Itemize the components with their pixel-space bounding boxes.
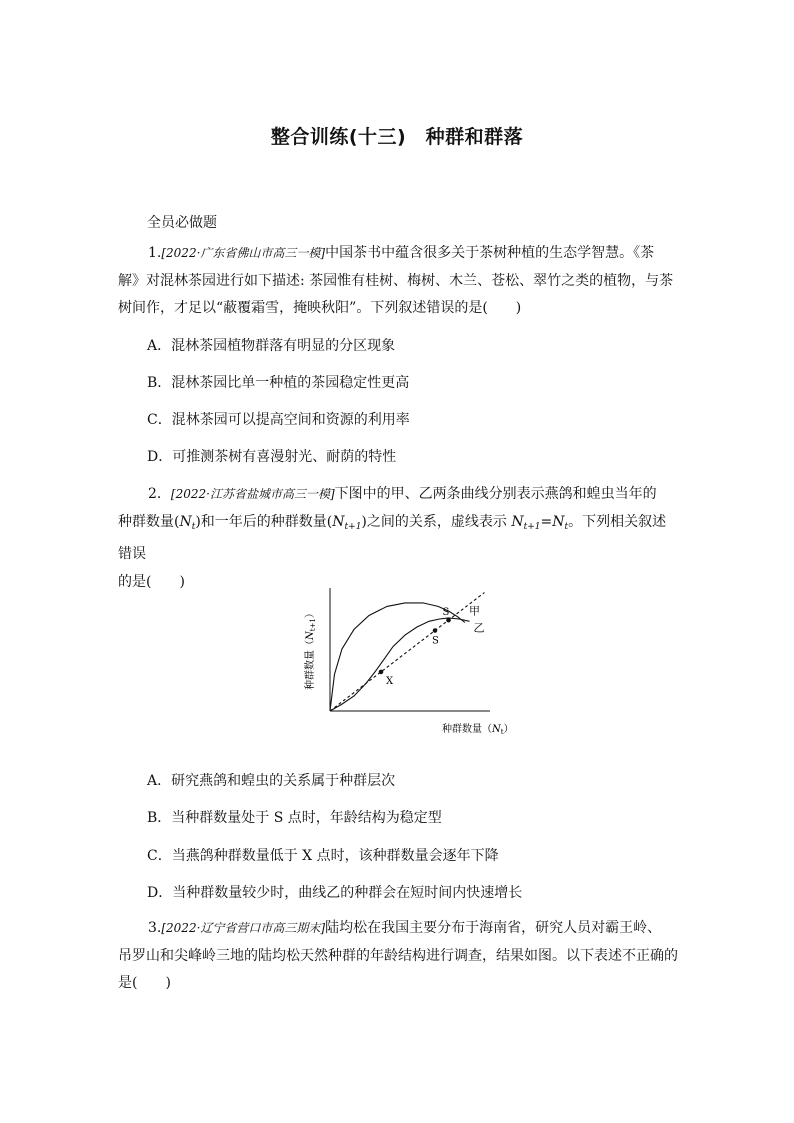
q1-line-1 xyxy=(118,240,680,268)
population-chart xyxy=(290,580,530,745)
q1-line-1-text: 中国茶书中蕴含很多关于茶树种植的生态学智慧。《茶 xyxy=(325,245,655,261)
question-3 xyxy=(118,915,680,998)
q3-source: [2022·辽宁省营口市高三期末] xyxy=(161,921,326,935)
point-1 xyxy=(433,628,438,633)
q2-line-1 xyxy=(118,481,680,509)
q2-line-1-text: 下图中的甲、乙两条曲线分别表示燕鸽和蝗虫当年的 xyxy=(334,486,657,502)
q3-line-3: 是( ) xyxy=(118,975,171,991)
q3-number: 3. xyxy=(148,920,162,936)
point-0 xyxy=(379,670,384,675)
y-axis-label: 种群数量$(N_{t+1})$ xyxy=(305,608,317,690)
question-1 xyxy=(118,240,680,323)
section-heading: 全员必做题 xyxy=(147,215,217,231)
x-axis-label: 种群数量$(N_t)$ xyxy=(442,724,514,736)
q2-var-4: N xyxy=(552,513,565,530)
q2-source: [2022·江苏省盐城市高三一模] xyxy=(170,487,335,501)
series-label-0: 甲 xyxy=(469,604,480,618)
q1-option-d: D．可推测茶树有喜漫射光、耐荫的特性 xyxy=(147,449,397,465)
q2-option-c: C．当燕鸽种群数量低于 X 点时，该种群数量会逐年下降 xyxy=(147,848,499,864)
q2-sub-1: t xyxy=(191,521,196,532)
series-line-2 xyxy=(330,593,485,712)
q2-line-2 xyxy=(118,509,680,569)
point-2 xyxy=(446,618,451,623)
page-title: 整合训练(十三) 种群和群落 xyxy=(270,126,524,148)
q1-number: 1. xyxy=(148,245,162,261)
series-line-0 xyxy=(330,603,465,711)
q1-source: [2022·广东省佛山市高三一模] xyxy=(161,246,326,260)
q1-line-2: 解》对混林茶园进行如下描述: 茶园惟有桂树、梅树、木兰、苍松、翠竹之类的植物，与茶 xyxy=(118,272,674,289)
q2-line-3: 的是( ) xyxy=(118,573,185,590)
q2-sub-4: t xyxy=(564,521,569,532)
q3-line-2: 吊罗山和尖峰岭三地的陆均松天然种群的年龄结构进行调查，结果如图。以下表述不正确的 xyxy=(118,947,678,964)
q1-option-b: B．混林茶园比单一种植的茶园稳定性更高 xyxy=(147,375,410,391)
q2-var-2: N xyxy=(332,513,345,530)
q2-sub-3: t+1 xyxy=(523,521,541,532)
q2-sub-2: t+1 xyxy=(344,521,362,532)
q2-option-a: A．研究燕鸽和蝗虫的关系属于种群层次 xyxy=(147,773,396,789)
point-label-2: S xyxy=(442,607,450,619)
series-line-1 xyxy=(330,618,470,711)
chart-series xyxy=(330,593,485,712)
q2-text-b: )和一年后的种群数量( xyxy=(195,513,333,530)
q3-line-1 xyxy=(118,915,680,943)
q1-option-c: C．混林茶园可以提高空间和资源的利用率 xyxy=(147,412,410,428)
point-label-0: X xyxy=(386,675,394,687)
point-label-1: S xyxy=(432,635,439,647)
q2-number: 2． xyxy=(148,486,171,502)
q1-option-a: A．混林茶园植物群落有明显的分区现象 xyxy=(147,338,396,354)
question-2 xyxy=(118,481,680,596)
q2-text-c: )之间的关系，虚线表示 xyxy=(361,513,512,530)
q1-line-3: 树间作，才足以“蔽覆霜雪，掩映秋阳”。下列叙述错误的是( ) xyxy=(118,300,522,316)
q2-option-d: D．当种群数量较少时，曲线乙的种群会在短时间内快速增长 xyxy=(147,885,523,901)
q2-var-1: N xyxy=(179,513,192,530)
series-label-1: 乙 xyxy=(473,621,485,635)
q2-equals: = xyxy=(540,513,553,530)
q2-var-3: N xyxy=(511,513,524,530)
q2-text-a: 种群数量( xyxy=(118,513,180,530)
q2-option-b: B．当种群数量处于 S 点时，年龄结构为稳定型 xyxy=(147,810,442,826)
q2-text-d: 。下列相关叙述错误 xyxy=(118,513,667,562)
q3-line-1-text: 陆均松在我国主要分布于海南省，研究人员对霸王岭、 xyxy=(325,920,662,936)
